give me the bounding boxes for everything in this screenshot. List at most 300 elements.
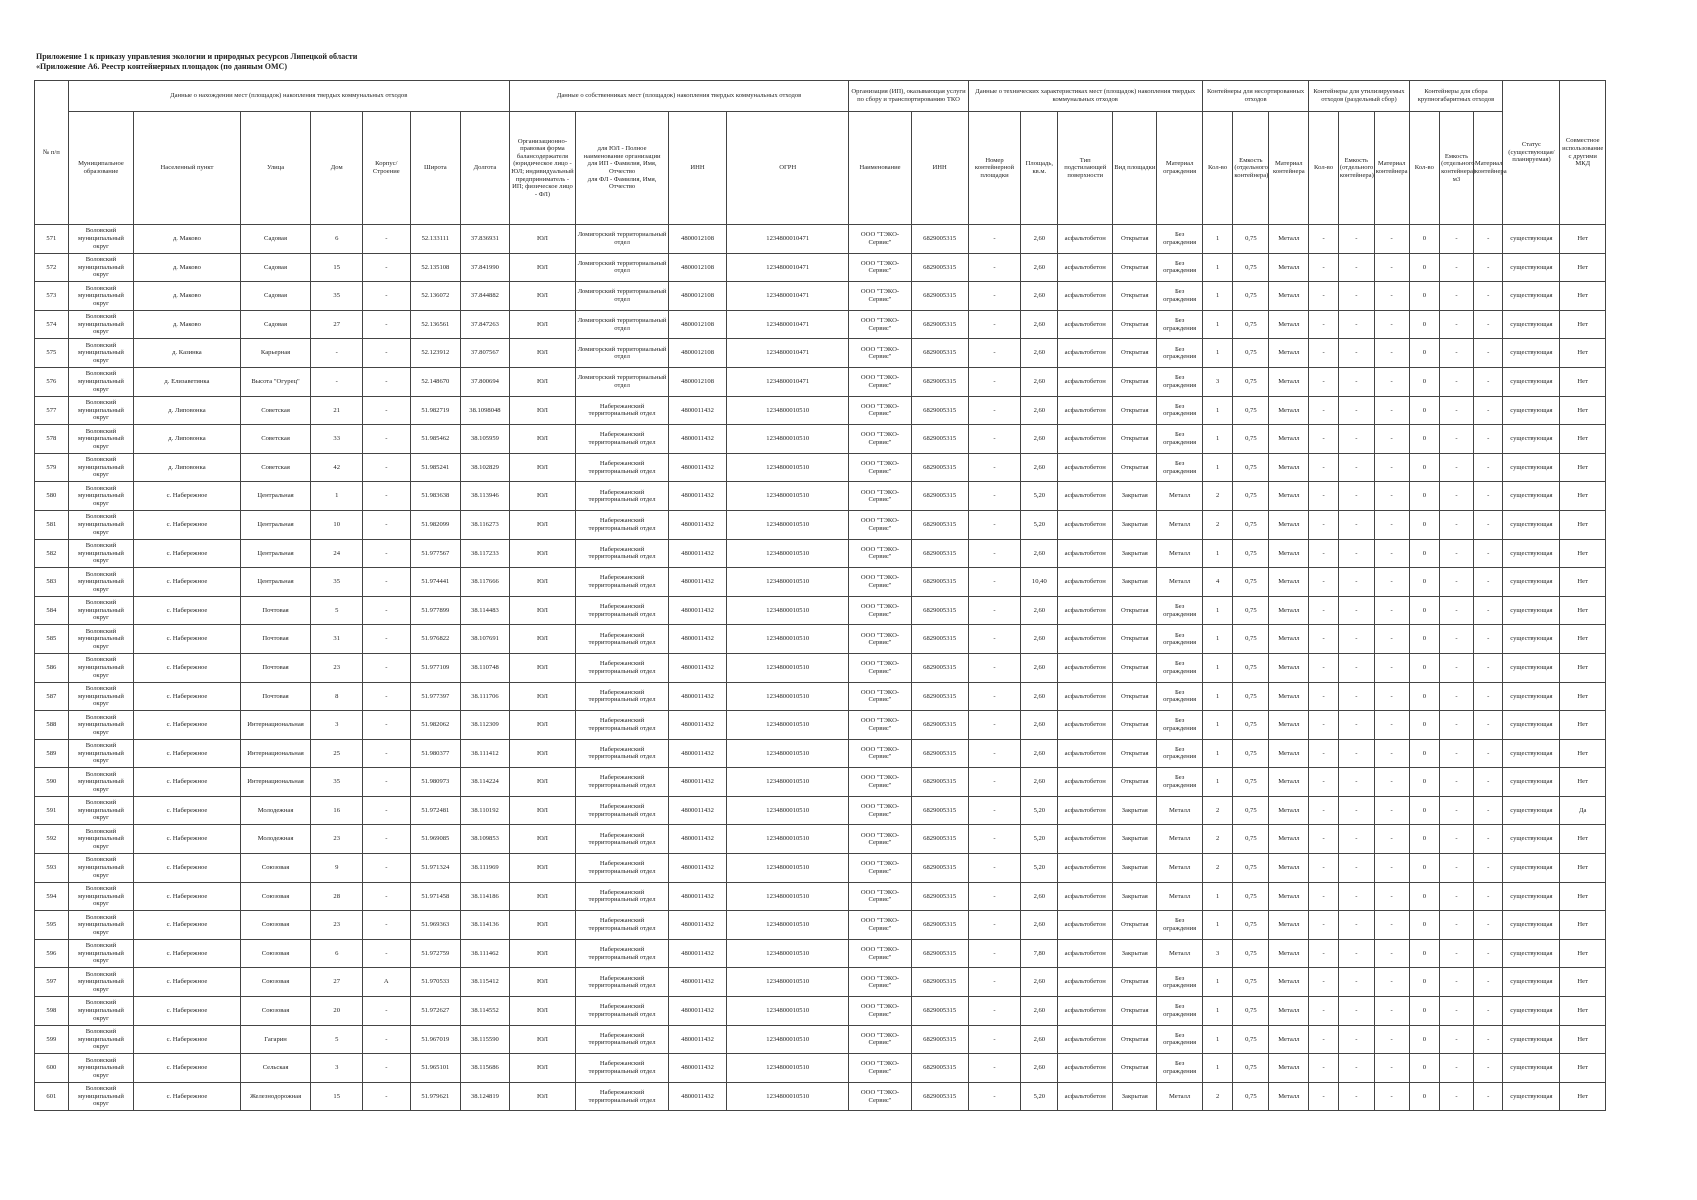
cell-recyclable-capacity: - <box>1338 711 1374 740</box>
cell-site-number: - <box>968 539 1021 568</box>
cell-owner-name: Набережанский территориальный отдел <box>576 768 669 797</box>
cell-site-type: Открытая <box>1113 768 1157 797</box>
cell-house: 27 <box>311 310 363 339</box>
col-area: Площадь, кв.м. <box>1021 112 1058 225</box>
cell-recyclable-count: - <box>1309 225 1339 254</box>
cell-operator-name: ООО "ТЭКО-Сервис" <box>849 510 911 539</box>
cell-street: Карьерная <box>240 339 311 368</box>
cell-site-type: Закрытая <box>1113 568 1157 597</box>
cell-owner-ogrn: 1234800010510 <box>727 396 849 425</box>
cell-bulky-capacity: - <box>1440 425 1474 454</box>
table-row <box>35 396 1606 425</box>
group-operator-header: Организация (ИП), оказывающая услуги по сбору и транспортированию ТКО <box>849 81 968 112</box>
cell-owner-inn: 4800012108 <box>669 367 727 396</box>
cell-bulky-capacity: - <box>1440 682 1474 711</box>
cell-settlement: с. Набережное <box>134 854 241 883</box>
cell-owner-ogrn: 1234800010510 <box>727 453 849 482</box>
cell-owner-name: Ломигорский территориальный отдел <box>576 367 669 396</box>
cell-status: существующая <box>1503 568 1560 597</box>
cell-house: 23 <box>311 825 363 854</box>
col-owner-inn: ИНН <box>669 112 727 225</box>
cell-settlement: д. Липовонка <box>134 453 241 482</box>
cell-fence-material: Без ограждения <box>1157 911 1202 940</box>
cell-operator-inn: 6829005315 <box>911 310 968 339</box>
cell-building: - <box>363 568 410 597</box>
col-settlement: Населенный пункт <box>134 112 241 225</box>
cell-municipality: Воловский муниципальный округ <box>68 568 133 597</box>
cell-operator-name: ООО "ТЭКО-Сервис" <box>849 682 911 711</box>
cell-owner-form: ЮЛ <box>509 310 575 339</box>
cell-status: существующая <box>1503 1054 1560 1083</box>
cell-site-type: Открытая <box>1113 367 1157 396</box>
cell-municipality: Воловский муниципальный округ <box>68 1082 133 1111</box>
col-municipality: Муниципальное образование <box>68 112 133 225</box>
cell-surface-type: асфальтобетон <box>1058 1025 1113 1054</box>
cell-site-number: - <box>968 310 1021 339</box>
cell-building: - <box>363 1054 410 1083</box>
cell-unsorted-material: Металл <box>1269 682 1309 711</box>
cell-unsorted-material: Металл <box>1269 653 1309 682</box>
cell-bulky-count: 0 <box>1409 453 1440 482</box>
cell-owner-name: Набережанский территориальный отдел <box>576 539 669 568</box>
cell-operator-inn: 6829005315 <box>911 968 968 997</box>
cell-unsorted-material: Металл <box>1269 1082 1309 1111</box>
cell-unsorted-material: Металл <box>1269 339 1309 368</box>
group-owner-header: Данные о собственниках мест (площадок) накопления твердых коммунальных отходов <box>509 81 849 112</box>
cell-unsorted-count: 2 <box>1202 510 1233 539</box>
cell-settlement: д. Елизаветинка <box>134 367 241 396</box>
cell-longitude: 38.124819 <box>461 1082 510 1111</box>
cell-bulky-count: 0 <box>1409 282 1440 311</box>
cell-settlement: с. Набережное <box>134 939 241 968</box>
cell-house: 3 <box>311 1054 363 1083</box>
cell-recyclable-capacity: - <box>1338 997 1374 1026</box>
cell-bulky-count: 0 <box>1409 1082 1440 1111</box>
cell-shared-use: Нет <box>1560 825 1606 854</box>
cell-unsorted-material: Металл <box>1269 825 1309 854</box>
cell-settlement: с. Набережное <box>134 711 241 740</box>
cell-building: - <box>363 911 410 940</box>
col-row-number: № п/п <box>35 81 69 225</box>
cell-unsorted-material: Металл <box>1269 1025 1309 1054</box>
cell-surface-type: асфальтобетон <box>1058 968 1113 997</box>
cell-operator-inn: 6829005315 <box>911 939 968 968</box>
cell-house: 31 <box>311 625 363 654</box>
cell-owner-form: ЮЛ <box>509 539 575 568</box>
cell-owner-inn: 4800011432 <box>669 596 727 625</box>
table-row <box>35 253 1606 282</box>
cell-operator-inn: 6829005315 <box>911 768 968 797</box>
cell-shared-use: Нет <box>1560 939 1606 968</box>
cell-recyclable-material: - <box>1374 711 1409 740</box>
cell-site-number: - <box>968 739 1021 768</box>
group-unsorted-containers-header: Контейнеры для несортированных отходов <box>1202 81 1309 112</box>
cell-site-type: Открытая <box>1113 653 1157 682</box>
cell-area: 2,60 <box>1021 225 1058 254</box>
cell-unsorted-material: Металл <box>1269 282 1309 311</box>
cell-area: 2,60 <box>1021 625 1058 654</box>
cell-latitude: 51.976822 <box>410 625 461 654</box>
cell-owner-form: ЮЛ <box>509 653 575 682</box>
cell-owner-form: ЮЛ <box>509 596 575 625</box>
cell-site-type: Открытая <box>1113 396 1157 425</box>
cell-street: Садовая <box>240 282 311 311</box>
cell-unsorted-capacity: 0,75 <box>1233 911 1269 940</box>
cell-site-type: Открытая <box>1113 425 1157 454</box>
cell-recyclable-capacity: - <box>1338 310 1374 339</box>
cell-site-number: - <box>968 997 1021 1026</box>
cell-surface-type: асфальтобетон <box>1058 339 1113 368</box>
cell-owner-ogrn: 1234800010510 <box>727 539 849 568</box>
cell-house: 23 <box>311 911 363 940</box>
cell-area: 2,60 <box>1021 539 1058 568</box>
cell-owner-form: ЮЛ <box>509 453 575 482</box>
cell-status: существующая <box>1503 625 1560 654</box>
cell-fence-material: Без ограждения <box>1157 768 1202 797</box>
col-recyclable-count: Кол-во <box>1309 112 1339 225</box>
cell-longitude: 37.836931 <box>461 225 510 254</box>
cell-area: 2,60 <box>1021 997 1058 1026</box>
cell-shared-use: Нет <box>1560 653 1606 682</box>
cell-building: - <box>363 682 410 711</box>
cell-owner-ogrn: 1234800010510 <box>727 625 849 654</box>
cell-site-number: - <box>968 367 1021 396</box>
col-unsorted-capacity: Емкость (отдельного контейнера) <box>1233 112 1269 225</box>
cell-recyclable-count: - <box>1309 1025 1339 1054</box>
cell-recyclable-capacity: - <box>1338 653 1374 682</box>
cell-recyclable-material: - <box>1374 339 1409 368</box>
cell-shared-use: Нет <box>1560 310 1606 339</box>
cell-status: существующая <box>1503 482 1560 511</box>
cell-status: существующая <box>1503 453 1560 482</box>
cell-bulky-material: - <box>1473 282 1503 311</box>
cell-fence-material: Без ограждения <box>1157 1025 1202 1054</box>
cell-fence-material: Без ограждения <box>1157 396 1202 425</box>
cell-house: 27 <box>311 968 363 997</box>
cell-bulky-count: 0 <box>1409 367 1440 396</box>
cell-unsorted-capacity: 0,75 <box>1233 596 1269 625</box>
col-recyclable-capacity: Емкость (отдельного контейнера) <box>1338 112 1374 225</box>
cell-status: существующая <box>1503 396 1560 425</box>
cell-surface-type: асфальтобетон <box>1058 367 1113 396</box>
cell-house: 42 <box>311 453 363 482</box>
cell-unsorted-count: 1 <box>1202 911 1233 940</box>
cell-owner-inn: 4800011432 <box>669 396 727 425</box>
cell-municipality: Воловский муниципальный округ <box>68 253 133 282</box>
cell-shared-use: Нет <box>1560 568 1606 597</box>
cell-recyclable-capacity: - <box>1338 825 1374 854</box>
cell-status: существующая <box>1503 739 1560 768</box>
cell-status: существующая <box>1503 939 1560 968</box>
cell-fence-material: Без ограждения <box>1157 968 1202 997</box>
cell-house: 35 <box>311 282 363 311</box>
cell-settlement: с. Набережное <box>134 682 241 711</box>
cell-operator-name: ООО "ТЭКО-Сервис" <box>849 310 911 339</box>
cell-bulky-count: 0 <box>1409 825 1440 854</box>
cell-owner-form: ЮЛ <box>509 396 575 425</box>
cell-surface-type: асфальтобетон <box>1058 882 1113 911</box>
cell-latitude: 52.136561 <box>410 310 461 339</box>
table-row <box>35 425 1606 454</box>
cell-longitude: 38.117233 <box>461 539 510 568</box>
cell-fence-material: Без ограждения <box>1157 997 1202 1026</box>
cell-bulky-capacity: - <box>1440 939 1474 968</box>
cell-house: 28 <box>311 882 363 911</box>
cell-unsorted-count: 1 <box>1202 425 1233 454</box>
cell-row-number: 600 <box>35 1054 69 1083</box>
cell-status: существующая <box>1503 367 1560 396</box>
cell-street: Высота "Огурец" <box>240 367 311 396</box>
cell-site-number: - <box>968 253 1021 282</box>
cell-recyclable-count: - <box>1309 425 1339 454</box>
cell-latitude: 51.971458 <box>410 882 461 911</box>
cell-bulky-count: 0 <box>1409 396 1440 425</box>
cell-bulky-capacity: - <box>1440 253 1474 282</box>
cell-operator-name: ООО "ТЭКО-Сервис" <box>849 997 911 1026</box>
cell-settlement: с. Набережное <box>134 568 241 597</box>
cell-status: существующая <box>1503 997 1560 1026</box>
cell-site-type: Открытая <box>1113 339 1157 368</box>
cell-owner-inn: 4800011432 <box>669 539 727 568</box>
cell-site-number: - <box>968 682 1021 711</box>
cell-building: - <box>363 711 410 740</box>
cell-bulky-capacity: - <box>1440 225 1474 254</box>
cell-recyclable-material: - <box>1374 510 1409 539</box>
cell-owner-form: ЮЛ <box>509 768 575 797</box>
cell-settlement: с. Набережное <box>134 653 241 682</box>
table-row <box>35 310 1606 339</box>
cell-bulky-capacity: - <box>1440 539 1474 568</box>
cell-owner-ogrn: 1234800010471 <box>727 253 849 282</box>
cell-municipality: Воловский муниципальный округ <box>68 768 133 797</box>
cell-recyclable-capacity: - <box>1338 968 1374 997</box>
cell-surface-type: асфальтобетон <box>1058 482 1113 511</box>
cell-operator-inn: 6829005315 <box>911 510 968 539</box>
cell-owner-form: ЮЛ <box>509 568 575 597</box>
table-row <box>35 997 1606 1026</box>
cell-building: - <box>363 739 410 768</box>
cell-site-number: - <box>968 711 1021 740</box>
cell-status: существующая <box>1503 653 1560 682</box>
cell-owner-inn: 4800012108 <box>669 282 727 311</box>
cell-bulky-count: 0 <box>1409 968 1440 997</box>
cell-owner-name: Ломигорский территориальный отдел <box>576 225 669 254</box>
cell-unsorted-material: Металл <box>1269 1054 1309 1083</box>
cell-owner-form: ЮЛ <box>509 682 575 711</box>
cell-recyclable-capacity: - <box>1338 739 1374 768</box>
cell-row-number: 579 <box>35 453 69 482</box>
cell-longitude: 38.116273 <box>461 510 510 539</box>
cell-recyclable-count: - <box>1309 282 1339 311</box>
cell-bulky-count: 0 <box>1409 939 1440 968</box>
cell-row-number: 585 <box>35 625 69 654</box>
cell-recyclable-material: - <box>1374 882 1409 911</box>
cell-operator-name: ООО "ТЭКО-Сервис" <box>849 1025 911 1054</box>
cell-municipality: Воловский муниципальный округ <box>68 310 133 339</box>
cell-shared-use: Нет <box>1560 367 1606 396</box>
cell-unsorted-capacity: 0,75 <box>1233 482 1269 511</box>
cell-area: 2,60 <box>1021 1054 1058 1083</box>
cell-site-number: - <box>968 1082 1021 1111</box>
table-row <box>35 282 1606 311</box>
cell-owner-name: Набережанский территориальный отдел <box>576 482 669 511</box>
col-unsorted-count: Кол-во <box>1202 112 1233 225</box>
cell-bulky-count: 0 <box>1409 339 1440 368</box>
cell-owner-name: Набережанский территориальный отдел <box>576 625 669 654</box>
cell-settlement: с. Набережное <box>134 482 241 511</box>
cell-fence-material: Без ограждения <box>1157 425 1202 454</box>
cell-operator-inn: 6829005315 <box>911 367 968 396</box>
cell-municipality: Воловский муниципальный округ <box>68 711 133 740</box>
cell-unsorted-count: 1 <box>1202 882 1233 911</box>
cell-area: 5,20 <box>1021 854 1058 883</box>
cell-operator-inn: 6829005315 <box>911 1054 968 1083</box>
cell-municipality: Воловский муниципальный округ <box>68 739 133 768</box>
cell-operator-name: ООО "ТЭКО-Сервис" <box>849 882 911 911</box>
col-site-type: Вид площадки <box>1113 112 1157 225</box>
cell-surface-type: асфальтобетон <box>1058 396 1113 425</box>
cell-latitude: 51.985462 <box>410 425 461 454</box>
cell-bulky-count: 0 <box>1409 911 1440 940</box>
cell-row-number: 582 <box>35 539 69 568</box>
cell-recyclable-count: - <box>1309 339 1339 368</box>
table-row <box>35 339 1606 368</box>
cell-municipality: Воловский муниципальный округ <box>68 997 133 1026</box>
cell-latitude: 51.977109 <box>410 653 461 682</box>
cell-operator-name: ООО "ТЭКО-Сервис" <box>849 596 911 625</box>
cell-latitude: 51.982099 <box>410 510 461 539</box>
cell-owner-inn: 4800011432 <box>669 682 727 711</box>
cell-municipality: Воловский муниципальный округ <box>68 596 133 625</box>
cell-municipality: Воловский муниципальный округ <box>68 854 133 883</box>
cell-operator-inn: 6829005315 <box>911 225 968 254</box>
cell-unsorted-count: 2 <box>1202 482 1233 511</box>
cell-status: существующая <box>1503 711 1560 740</box>
cell-bulky-material: - <box>1473 825 1503 854</box>
cell-unsorted-count: 1 <box>1202 453 1233 482</box>
cell-status: существующая <box>1503 768 1560 797</box>
cell-operator-inn: 6829005315 <box>911 539 968 568</box>
cell-bulky-count: 0 <box>1409 796 1440 825</box>
cell-bulky-count: 0 <box>1409 425 1440 454</box>
cell-latitude: 51.977899 <box>410 596 461 625</box>
cell-building: - <box>363 225 410 254</box>
cell-owner-inn: 4800011432 <box>669 997 727 1026</box>
cell-owner-name: Ломигорский территориальный отдел <box>576 253 669 282</box>
cell-bulky-count: 0 <box>1409 768 1440 797</box>
cell-house: 16 <box>311 796 363 825</box>
cell-owner-name: Набережанский территориальный отдел <box>576 825 669 854</box>
cell-unsorted-material: Металл <box>1269 911 1309 940</box>
cell-shared-use: Нет <box>1560 253 1606 282</box>
cell-site-number: - <box>968 425 1021 454</box>
cell-shared-use: Нет <box>1560 625 1606 654</box>
cell-latitude: 51.974441 <box>410 568 461 597</box>
cell-fence-material: Металл <box>1157 539 1202 568</box>
cell-unsorted-material: Металл <box>1269 539 1309 568</box>
cell-street: Гагарин <box>240 1025 311 1054</box>
cell-building: - <box>363 625 410 654</box>
cell-surface-type: асфальтобетон <box>1058 1054 1113 1083</box>
cell-recyclable-material: - <box>1374 596 1409 625</box>
cell-recyclable-count: - <box>1309 997 1339 1026</box>
cell-fence-material: Без ограждения <box>1157 339 1202 368</box>
cell-recyclable-material: - <box>1374 625 1409 654</box>
cell-area: 2,60 <box>1021 682 1058 711</box>
cell-shared-use: Нет <box>1560 282 1606 311</box>
cell-owner-name: Набережанский территориальный отдел <box>576 1025 669 1054</box>
cell-owner-form: ЮЛ <box>509 968 575 997</box>
cell-owner-ogrn: 1234800010510 <box>727 596 849 625</box>
cell-owner-name: Ломигорский территориальный отдел <box>576 282 669 311</box>
table-row <box>35 596 1606 625</box>
cell-status: существующая <box>1503 911 1560 940</box>
cell-site-type: Закрытая <box>1113 939 1157 968</box>
col-operator-inn: ИНН <box>911 112 968 225</box>
cell-house: 15 <box>311 253 363 282</box>
cell-shared-use: Нет <box>1560 339 1606 368</box>
cell-house: 8 <box>311 682 363 711</box>
cell-row-number: 587 <box>35 682 69 711</box>
cell-unsorted-count: 1 <box>1202 596 1233 625</box>
cell-status: существующая <box>1503 882 1560 911</box>
cell-area: 2,60 <box>1021 653 1058 682</box>
cell-house: 3 <box>311 711 363 740</box>
table-row <box>35 482 1606 511</box>
cell-owner-ogrn: 1234800010510 <box>727 568 849 597</box>
cell-bulky-material: - <box>1473 539 1503 568</box>
cell-operator-name: ООО "ТЭКО-Сервис" <box>849 282 911 311</box>
cell-area: 2,60 <box>1021 396 1058 425</box>
cell-fence-material: Металл <box>1157 939 1202 968</box>
cell-status: существующая <box>1503 1025 1560 1054</box>
cell-operator-inn: 6829005315 <box>911 453 968 482</box>
cell-recyclable-capacity: - <box>1338 253 1374 282</box>
cell-site-type: Открытая <box>1113 596 1157 625</box>
cell-latitude: 51.977397 <box>410 682 461 711</box>
cell-bulky-material: - <box>1473 768 1503 797</box>
table-row <box>35 625 1606 654</box>
cell-recyclable-material: - <box>1374 310 1409 339</box>
cell-site-type: Закрытая <box>1113 854 1157 883</box>
cell-shared-use: Нет <box>1560 968 1606 997</box>
cell-operator-inn: 6829005315 <box>911 482 968 511</box>
col-surface-type: Тип подстилающей поверхности <box>1058 112 1113 225</box>
cell-recyclable-material: - <box>1374 396 1409 425</box>
cell-operator-name: ООО "ТЭКО-Сервис" <box>849 1082 911 1111</box>
cell-fence-material: Металл <box>1157 882 1202 911</box>
cell-latitude: 51.980377 <box>410 739 461 768</box>
cell-surface-type: асфальтобетон <box>1058 911 1113 940</box>
cell-owner-form: ЮЛ <box>509 1054 575 1083</box>
cell-site-number: - <box>968 1025 1021 1054</box>
cell-owner-name: Набережанский территориальный отдел <box>576 453 669 482</box>
cell-operator-inn: 6829005315 <box>911 653 968 682</box>
cell-bulky-count: 0 <box>1409 596 1440 625</box>
cell-owner-ogrn: 1234800010510 <box>727 768 849 797</box>
cell-owner-ogrn: 1234800010471 <box>727 282 849 311</box>
cell-owner-form: ЮЛ <box>509 796 575 825</box>
cell-street: Советская <box>240 425 311 454</box>
cell-operator-inn: 6829005315 <box>911 796 968 825</box>
cell-bulky-capacity: - <box>1440 482 1474 511</box>
col-status: Статус (существующая/ планируемая) <box>1503 81 1560 225</box>
cell-recyclable-count: - <box>1309 568 1339 597</box>
cell-unsorted-material: Металл <box>1269 310 1309 339</box>
cell-recyclable-capacity: - <box>1338 396 1374 425</box>
cell-owner-ogrn: 1234800010510 <box>727 1054 849 1083</box>
cell-longitude: 38.1098048 <box>461 396 510 425</box>
